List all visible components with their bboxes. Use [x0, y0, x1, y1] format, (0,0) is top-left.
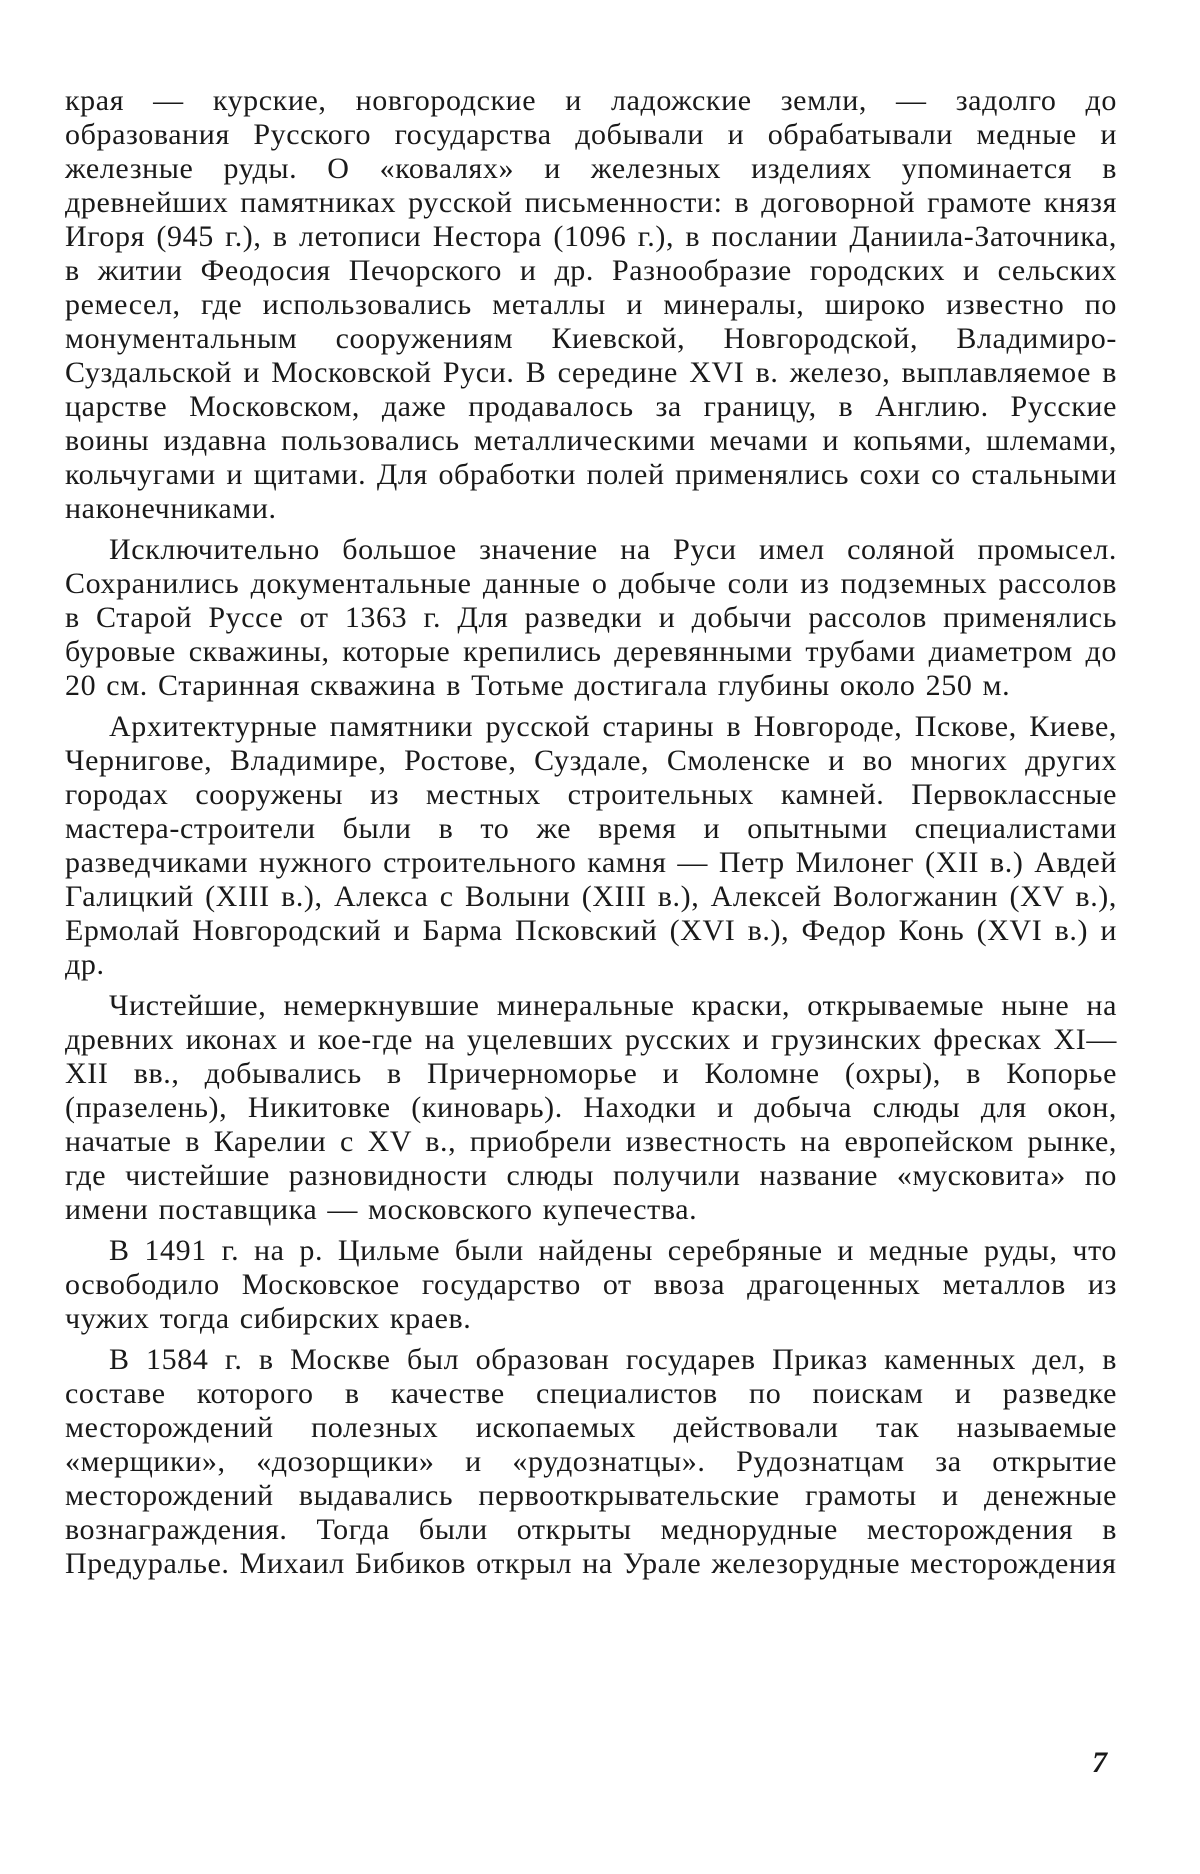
paragraph-mineral-paints: Чистейшие, немеркнувшие минеральные краски, открываемые ныне на древних иконах и кое-где на уцелевших русских и грузинских фресках XI—XII вв., добывались в Причерноморье и Коломне (охры), в Копорье (празелень), Никитовке (киноварь). Находки и добыча слюды для окон, начатые в Карелии с XV в., приобрели известность на европейском рынке, где чистейшие разновидности слюды получили название «мусковита» по имени поставщика — московского купечества. — [65, 989, 1117, 1226]
paragraph-architecture: Архитектурные памятники русской старины в Новгороде, Пскове, Киеве, Чернигове, Владимире, Ростове, Суздале, Смоленске и во многих других городах сооружены из местных строительных камней. Первоклассные мастера-строители были в то же время и опытными специалистами разведчиками нужного строительного камня — Петр Милонег (XII в.) Авдей Галицкий (XIII в.), Алекса с Волыни (XIII в.), Алексей Вологжанин (XV в.), Ермолай Новгородский и Барма Псковский (XVI в.), Федор Конь (XVI в.) и др. — [65, 710, 1117, 981]
paragraph-salt-trade: Исключительно большое значение на Руси имел соляной промысел. Сохранились документальные данные о добыче соли из подземных рассолов в Старой Руссе от 1363 г. Для разведки и добычи рассолов применялись буровые скважины, которые крепились деревянными трубами диаметром до 20 см. Старинная скважина в Тотьме достигала глубины около 250 м. — [65, 533, 1117, 702]
body-text — [65, 84, 1117, 1588]
paragraph-ore-mining: края — курские, новгородские и ладожские земли, — задолго до образования Русского государства добывали и обрабатывали медные и железные руды. О «ковалях» и железных изделиях упоминается в древнейших памятниках русской письменности: в договорной грамоте князя Игоря (945 г.), в летописи Нестора (1096 г.), в послании Даниила-Заточника, в житии Феодосия Печорского и др. Разнообразие городских и сельских ремесел, где использовались металлы и минералы, широко известно по монументальным сооружениям Киевской, Новгородской, Владимиро-Суздальской и Московской Руси. В середине XVI в. железо, выплавляемое в царстве Московском, даже продавалось за границу, в Англию. Русские воины издавна пользовались металлическими мечами и копьями, шлемами, кольчугами и щитами. Для обработки полей применялись сохи со стальными наконечниками. — [65, 84, 1117, 525]
paragraph-tsilma-ores: В 1491 г. на р. Цильме были найдены серебряные и медные руды, что освободило Московское государство от ввоза драгоценных металлов из чужих тогда сибирских краев. — [65, 1234, 1117, 1335]
paragraph-stone-office: В 1584 г. в Москве был образован государев Приказ каменных дел, в составе которого в качестве специалистов по поискам и разведке месторождений полезных ископаемых действовали так называемые «мерщики», «дозорщики» и «рудознатцы». Рудознатцам за открытие месторождений выдавались первооткрывательские грамоты и денежные вознаграждения. Тогда были открыты меднорудные месторождения в Предуралье. Михаил Бибиков открыл на Урале железорудные месторождения — [65, 1343, 1117, 1580]
page-number: 7 — [1092, 1746, 1107, 1779]
